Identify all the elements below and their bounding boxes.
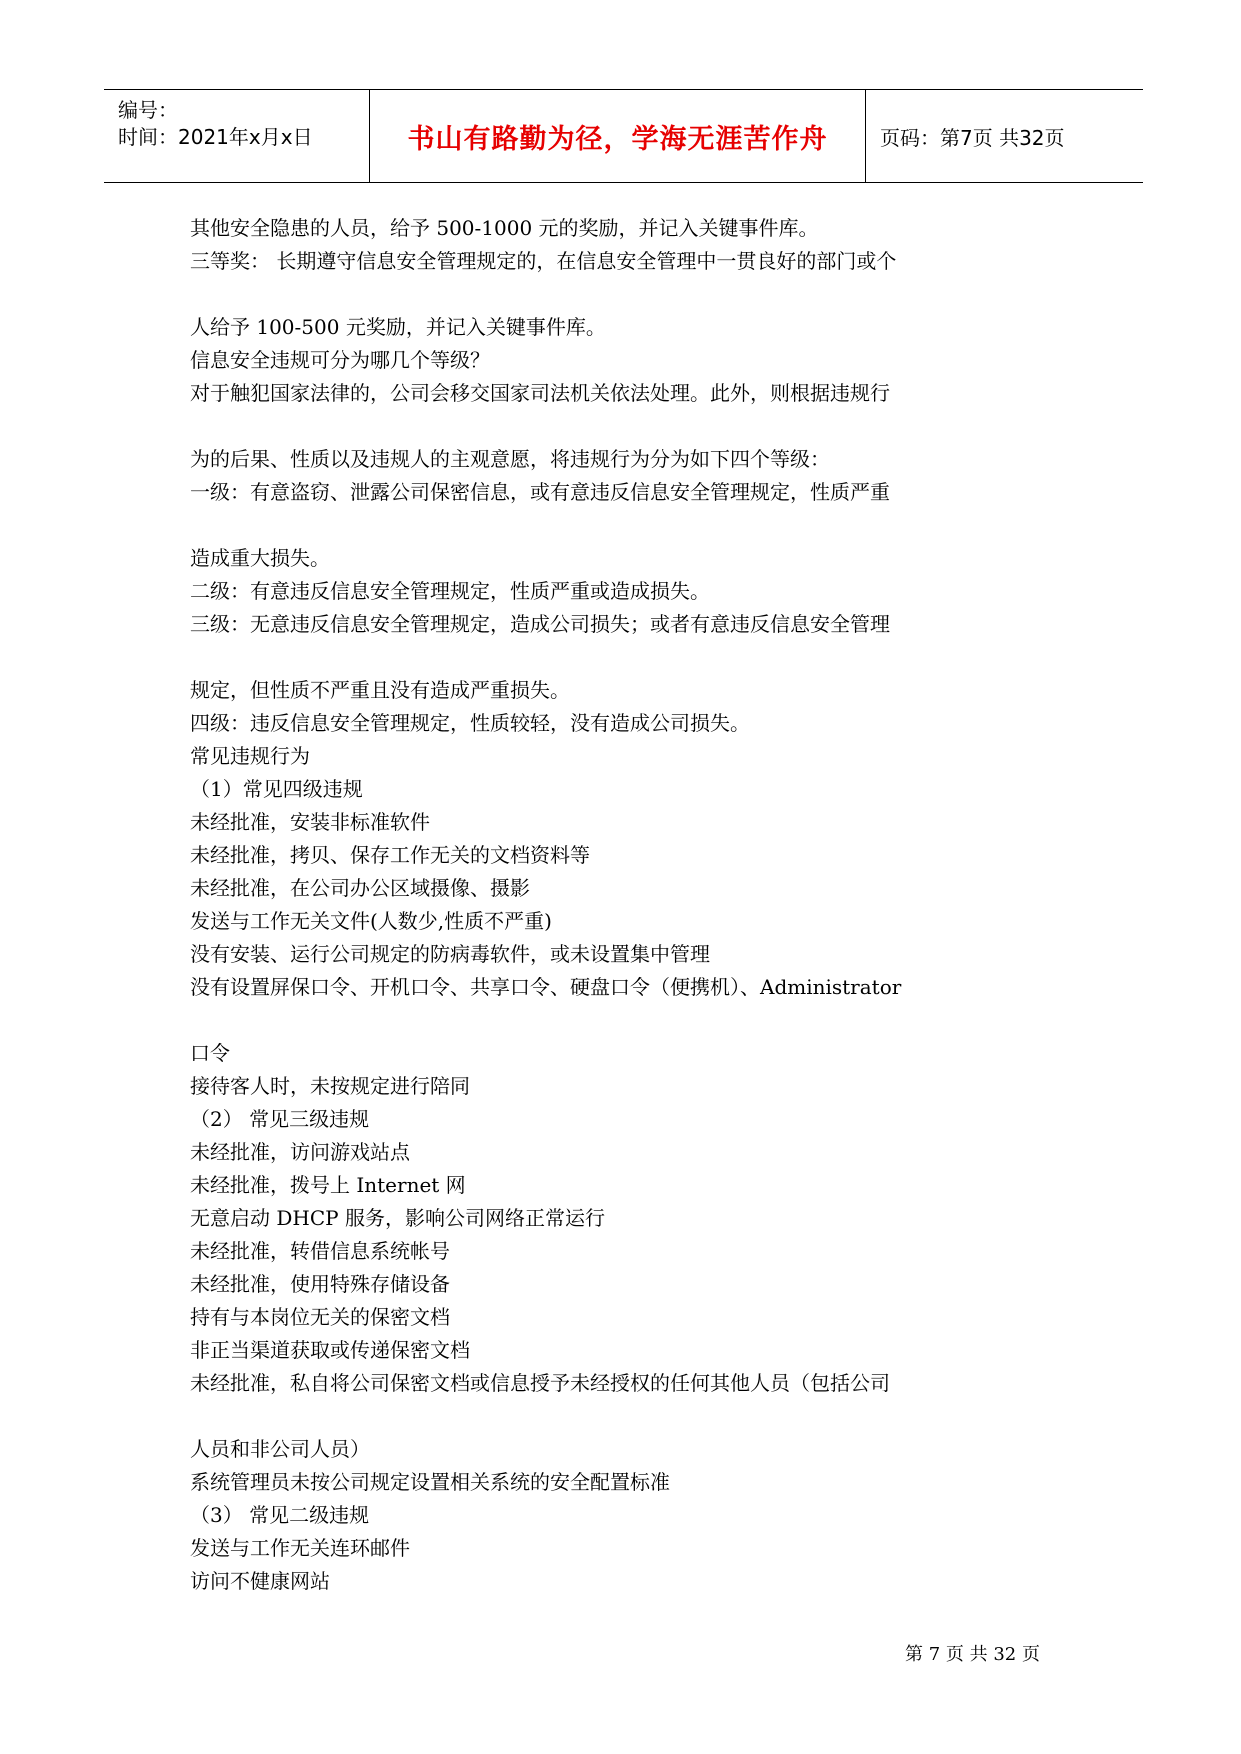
body-text-line: 未经批准，转借信息系统帐号 bbox=[190, 1239, 450, 1263]
body-text-line: 对于触犯国家法律的，公司会移交国家司法机关依法处理。此外，则根据违规行 bbox=[190, 381, 890, 405]
page-header bbox=[104, 89, 1143, 183]
blank-line bbox=[190, 278, 1090, 311]
body-text-line: 四级：违反信息安全管理规定，性质较轻，没有造成公司损失。 bbox=[190, 711, 750, 735]
body-text-line: 常见违规行为 bbox=[190, 744, 310, 768]
body-text-line: 一级：有意盗窃、泄露公司保密信息，或有意违反信息安全管理规定，性质严重 bbox=[190, 480, 890, 504]
body-text-line: 未经批准，在公司办公区域摄像、摄影 bbox=[190, 876, 530, 900]
body-text-line: 未经批准，私自将公司保密文档或信息授予未经授权的任何其他人员（包括公司 bbox=[190, 1371, 890, 1395]
body-text-line: 人给予 100-500 元奖励，并记入关键事件库。 bbox=[190, 315, 606, 339]
body-text-line: 未经批准，使用特殊存储设备 bbox=[190, 1272, 450, 1296]
blank-line bbox=[190, 1004, 1090, 1037]
body-text-line: 未经批准，拨号上 Internet 网 bbox=[190, 1173, 466, 1197]
body-text-line: 造成重大损失。 bbox=[190, 546, 330, 570]
body-text-line: （3） 常见二级违规 bbox=[190, 1503, 370, 1527]
header-motto: 书山有路勤为径，学海无涯苦作舟 bbox=[407, 123, 828, 155]
blank-line bbox=[190, 1400, 1090, 1433]
header-page-code: 页码：第7页 共32页 bbox=[880, 125, 1065, 150]
body-text-line: 人员和非公司人员） bbox=[190, 1437, 370, 1461]
blank-line bbox=[190, 641, 1090, 674]
body-text-line: （1）常见四级违规 bbox=[190, 777, 363, 801]
blank-line bbox=[190, 509, 1090, 542]
document-number-label: 编号： bbox=[118, 98, 178, 122]
header-meta-cell bbox=[104, 90, 370, 182]
body-text-line: 信息安全违规可分为哪几个等级？ bbox=[190, 348, 490, 372]
body-text-line: 未经批准，访问游戏站点 bbox=[190, 1140, 410, 1164]
body-text-line: 持有与本岗位无关的保密文档 bbox=[190, 1305, 450, 1329]
body-text-line: 三级：无意违反信息安全管理规定，造成公司损失；或者有意违反信息安全管理 bbox=[190, 612, 890, 636]
body-text-line: 无意启动 DHCP 服务，影响公司网络正常运行 bbox=[190, 1206, 605, 1230]
body-text-line: 规定，但性质不严重且没有造成严重损失。 bbox=[190, 678, 570, 702]
body-text-line: 访问不健康网站 bbox=[190, 1569, 330, 1593]
body-text-line: 没有安装、运行公司规定的防病毒软件，或未设置集中管理 bbox=[190, 942, 710, 966]
body-text-line: 二级：有意违反信息安全管理规定，性质严重或造成损失。 bbox=[190, 579, 710, 603]
body-text-line: 其他安全隐患的人员，给予 500-1000 元的奖励，并记入关键事件库。 bbox=[190, 216, 819, 240]
body-text-line: 没有设置屏保口令、开机口令、共享口令、硬盘口令（便携机）、Administrator bbox=[190, 975, 902, 999]
body-text-line: 三等奖： 长期遵守信息安全管理规定的，在信息安全管理中一贯良好的部门或个 bbox=[190, 249, 897, 273]
body-text-line: （2） 常见三级违规 bbox=[190, 1107, 370, 1131]
document-time-label: 时间：2021年x月x日 bbox=[118, 125, 313, 149]
body-text-line: 口令 bbox=[190, 1041, 230, 1065]
header-motto-cell bbox=[370, 90, 866, 182]
body-text-line: 接待客人时，未按规定进行陪同 bbox=[190, 1074, 470, 1098]
body-text-line: 系统管理员未按公司规定设置相关系统的安全配置标准 bbox=[190, 1470, 670, 1494]
body-text-line: 未经批准，安装非标准软件 bbox=[190, 810, 430, 834]
body-text-line: 发送与工作无关连环邮件 bbox=[190, 1536, 410, 1560]
body-text-line: 发送与工作无关文件(人数少,性质不严重) bbox=[190, 909, 552, 933]
blank-line bbox=[190, 410, 1090, 443]
body-text-line: 为的后果、性质以及违规人的主观意愿，将违规行为分为如下四个等级： bbox=[190, 447, 830, 471]
body-text-line: 未经批准，拷贝、保存工作无关的文档资料等 bbox=[190, 843, 590, 867]
page-footer: 第 7 页 共 32 页 bbox=[905, 1644, 1040, 1665]
document-body bbox=[190, 212, 1090, 1598]
body-text-line: 非正当渠道获取或传递保密文档 bbox=[190, 1338, 470, 1362]
